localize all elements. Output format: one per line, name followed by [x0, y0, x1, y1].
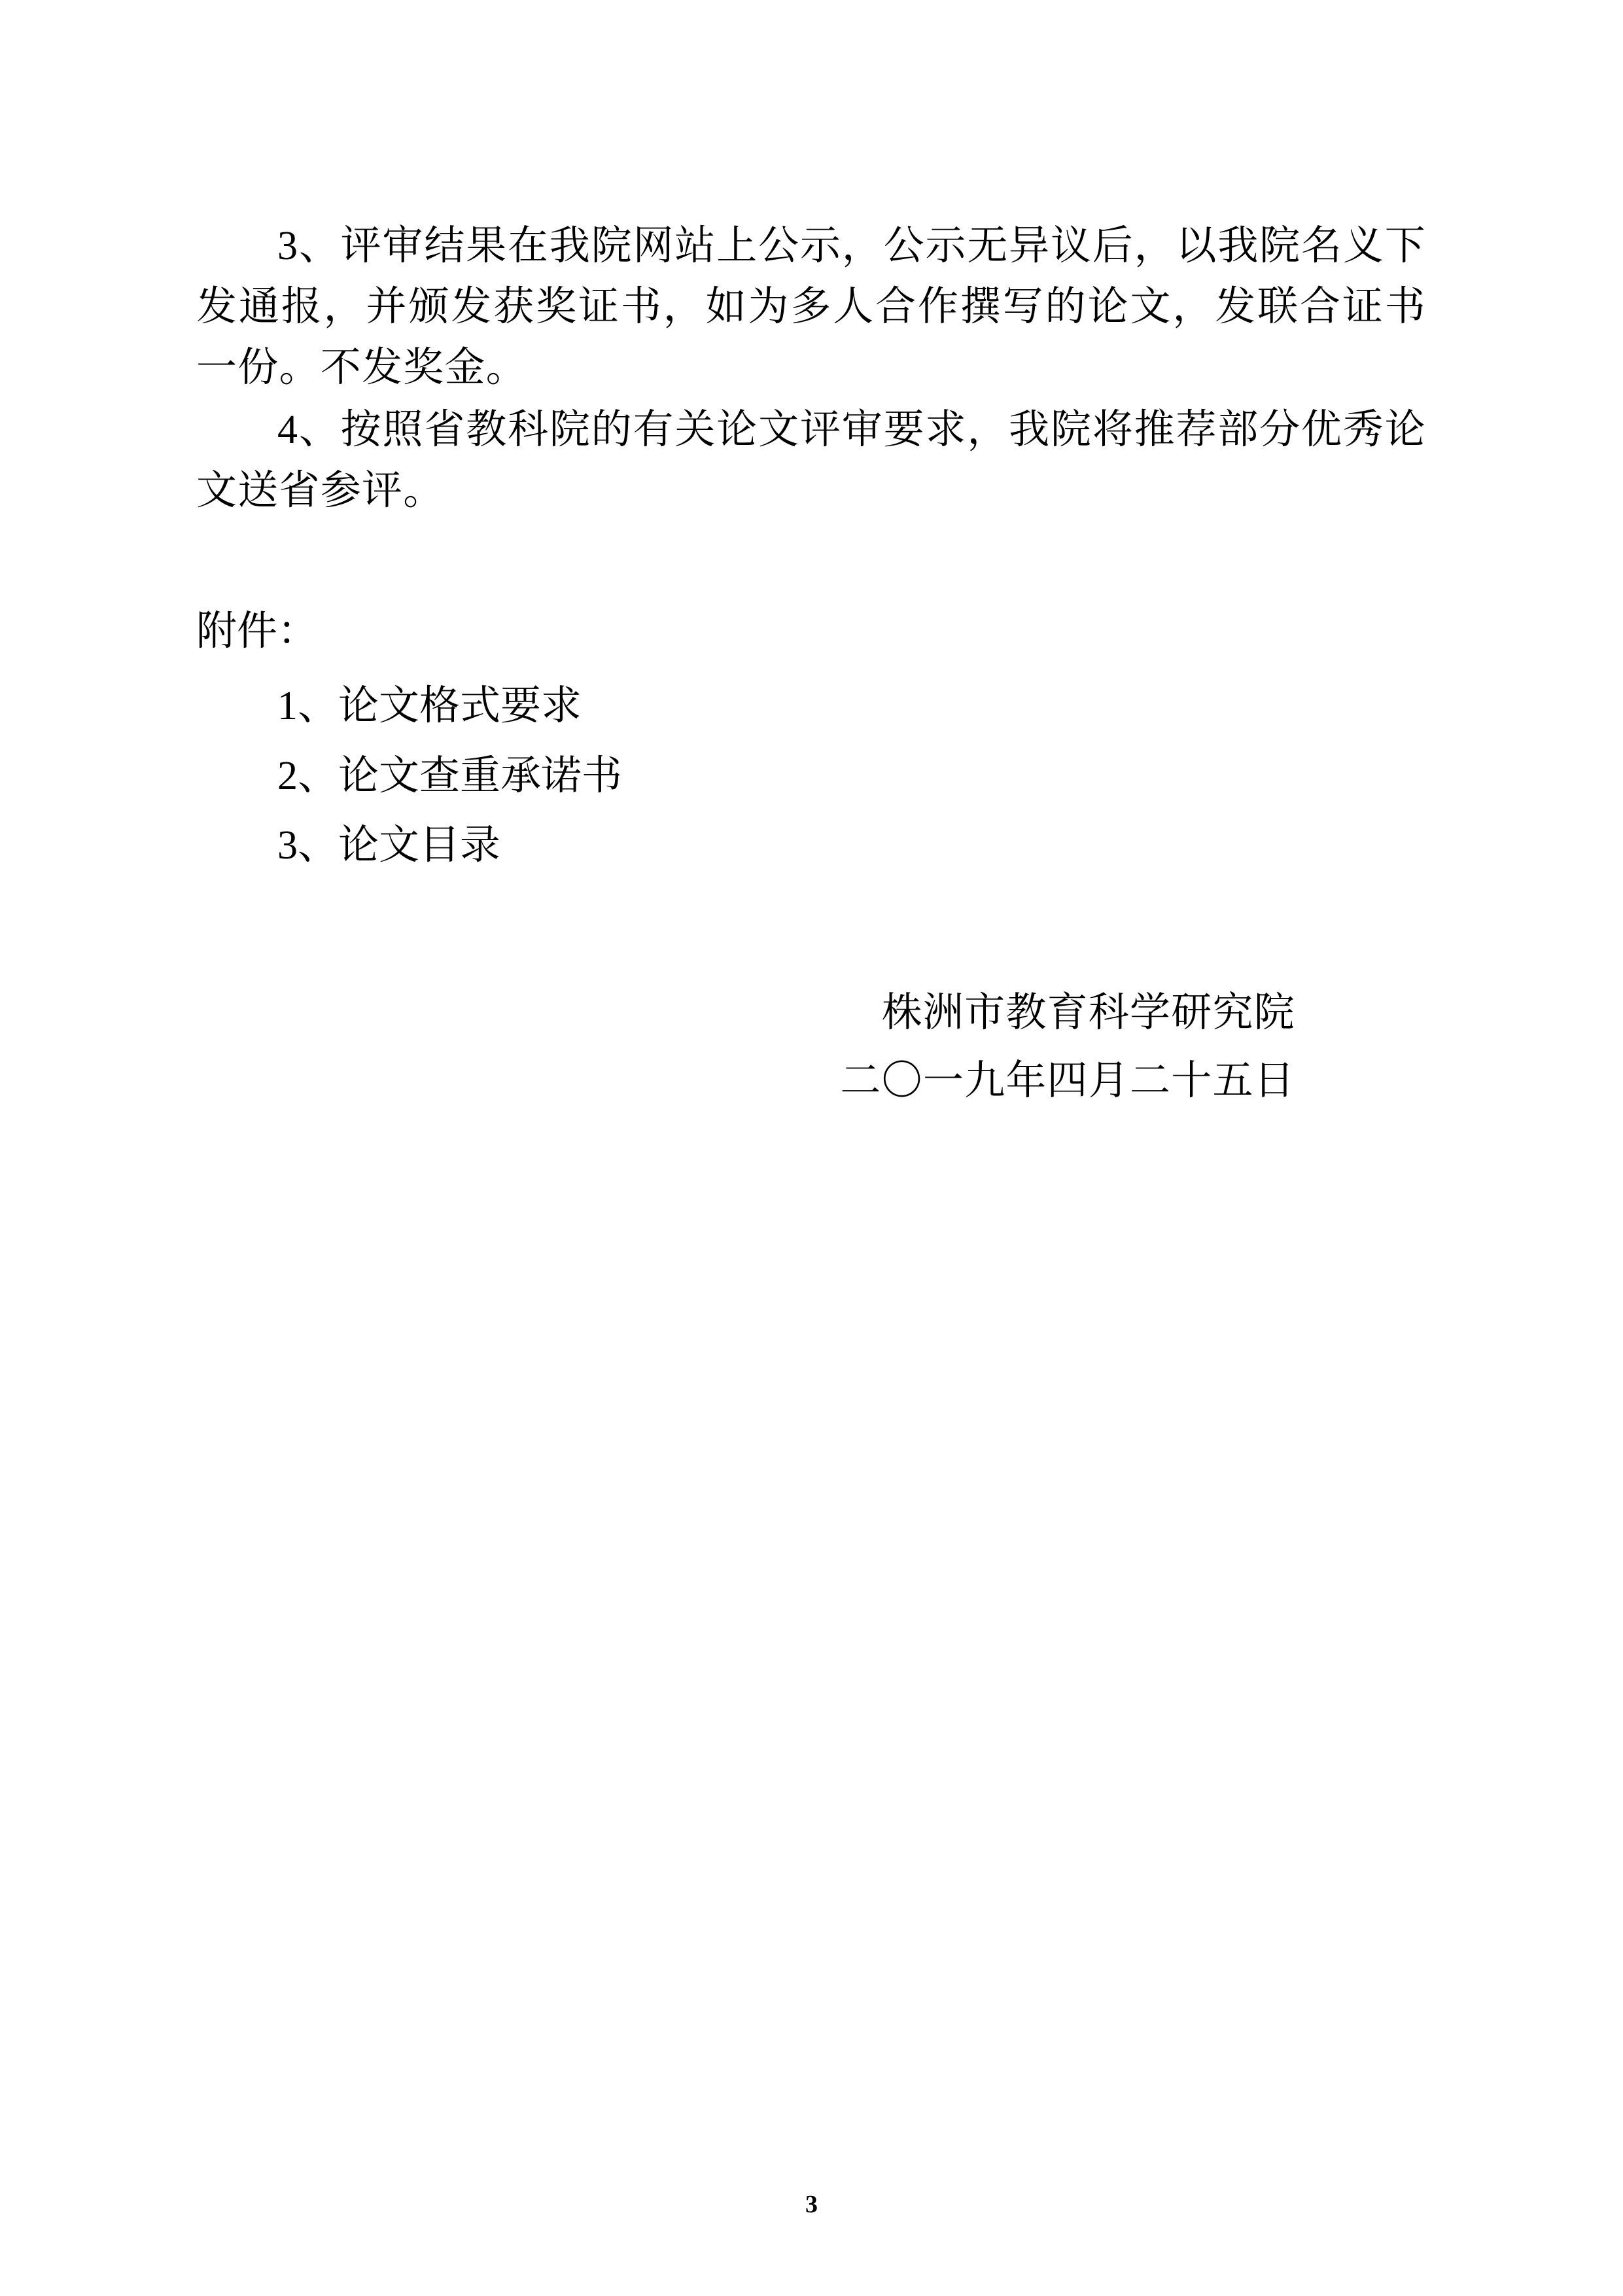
paragraph-item-4: 4、按照省教科院的有关论文评审要求，我院将推荐部分优秀论文送省参评。 [196, 408, 1426, 513]
list-item: 3、论文目录 [277, 823, 501, 868]
paragraph-item-3: 3、评审结果在我院网站上公示，公示无异议后，以我院名义下发通报，并颁发获奖证书，如为多人合作撰写的论文，发联合证书一份。不发奖金。 [196, 224, 1426, 390]
attachment-list [196, 671, 1426, 881]
signature-organization: 株洲市教育科学研究院 [881, 990, 1295, 1035]
paragraph-spacer [196, 523, 1426, 601]
list-item: 1、论文格式要求 [277, 684, 582, 728]
signature-date: 二〇一九年四月二十五日 [840, 1059, 1295, 1104]
page-number: 3 [805, 2191, 818, 2218]
attachment-section-label: 附件： [196, 609, 319, 654]
list-item: 2、论文查重承诺书 [277, 753, 623, 798]
signature-block [196, 979, 1426, 1115]
document-body [196, 216, 1426, 1115]
